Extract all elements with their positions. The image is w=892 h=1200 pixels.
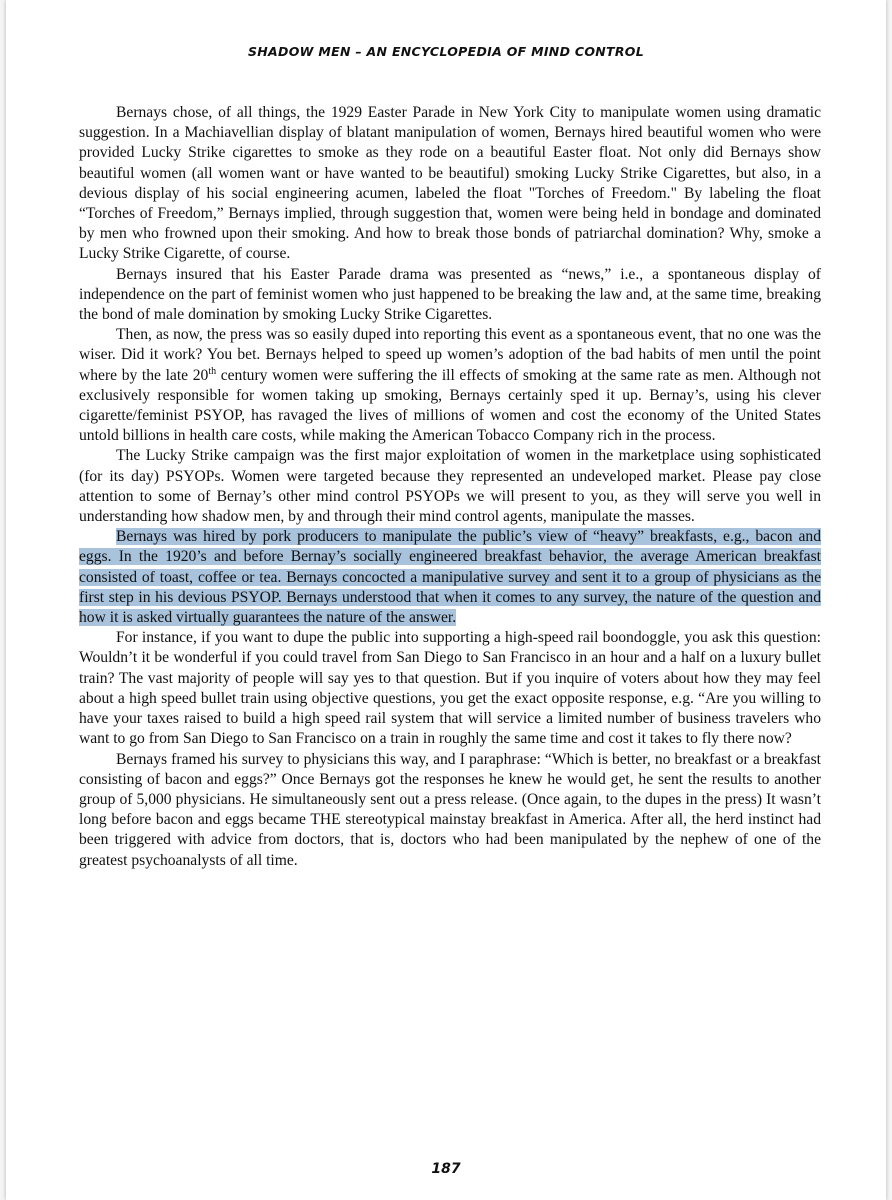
paragraph-text: For instance, if you want to dupe the public into supporting a high-speed rail boondoggle, you ask this question: Wouldn’t it be wonderful if you could travel from San Diego to San Francisco in an hour and a half on a luxury bullet train? The vast majority of people will say yes to that question. But if you inquire of voters about how they may feel about a high speed bullet train using objective questions, you get the exact opposite response, e.g. “Are you willing to have your taxes raised to build a high speed rail system that will service a limited number of business travelers who want to go from San Diego to San Francisco on a train in roughly the same time and cost it takes to fly there now? — [79, 629, 821, 748]
superscript-ordinal: th — [208, 365, 217, 377]
paragraph-text: Bernays chose, of all things, the 1929 Easter Parade in New York City to manipulate women using dramatic suggestion. In a Machiavellian display of blatant manipulation of women, Bernays hired beautiful women who were provided Lucky Strike cigarettes to smoke as they rode on a beautiful Easter float. Not only did Bernays show beautiful women (all women want or have wanted to be beautiful) smoking Lucky Strike Cigarettes, but also, in a devious display of his social engineering acumen, labeled the float "Torches of Freedom." By labeling the float “Torches of Freedom,” Bernays implied, through suggestion that, women were being held in bondage and dominated by men who frowned upon their smoking. And how to break those bonds of patriarchal domination? Why, smoke a Lucky Strike Cigarette, of course. — [79, 104, 821, 263]
paragraph-lucky-strike-campaign — [79, 446, 821, 527]
paragraph-survey-physicians — [79, 750, 821, 871]
page-number: 187 — [431, 1161, 461, 1177]
paragraph-text: Bernays insured that his Easter Parade drama was presented as “news,” i.e., a spontaneous display of independence on the part of feminist women who just happened to be breaking the law and, at the same time, breaking the bond of male domination by smoking Lucky Strike Cigarettes. — [79, 265, 821, 324]
paragraph-text: century women were suffering the ill effects of smoking at the same rate as men. Although not exclusively responsible for women taking up smoking, Bernays certainly sped it up. Bernay’s, using his clever cigarette/feminist PSYOP, has ravaged the lives of millions of women and cost the economy of the United States untold billions in health care costs, while making the American Tobacco Company rich in the process. — [79, 366, 821, 445]
paragraph-high-speed-rail — [79, 628, 821, 749]
running-header: SHADOW MEN – AN ENCYCLOPEDIA OF MIND CONTROL — [247, 44, 644, 59]
paragraph-press-duped — [79, 325, 821, 446]
paragraph-pork-producers-highlighted[interactable] — [79, 527, 821, 628]
body-text — [79, 103, 821, 871]
paragraph-text: The Lucky Strike campaign was the first major exploitation of women in the marketplace using sophisticated (for its day) PSYOPs. Women were targeted because they represented an undeveloped market. Please pay close attention to some of Bernay’s other mind control PSYOPs we will present to you, as they will serve you well in understanding how shadow men, by and through their mind control agents, manipulate the masses. — [79, 447, 821, 526]
paragraph-news-drama — [79, 265, 821, 326]
paragraph-text: Then, as now, the press was so easily duped into reporting this event as a spontaneous event, that no one was the wiser. Did it work? You bet. Bernays helped to speed up women’s adoption of the bad habits of men until the point where by the late 20 — [79, 326, 821, 384]
paragraph-text: Bernays framed his survey to physicians this way, and I paraphrase: “Which is better, no breakfast or a breakfast consisting of bacon and eggs?” Once Bernays got the responses he knew he would get, he sent the results to another group of 5,000 physicians. He simultaneously sent out a press release. (Once again, to the dupes in the press) It wasn’t long before bacon and eggs became THE stereotypical mainstay breakfast in America. After all, the herd instinct had been triggered with advice from doctors, that is, doctors who had been manipulated by the nephew of one of the greatest psychoanalysts of all time. — [79, 750, 821, 869]
highlighted-text[interactable]: Bernays was hired by pork producers to manipulate the public’s view of “heavy” breakfasts, e.g., bacon and eggs. In the 1920’s and before Bernay’s socially engineered breakfast behavior, the average American breakfast consisted of toast, coffee or tea. Bernays concocted a manipulative survey and sent it to a group of physicians as the first step in his devious PSYOP. Bernays understood that when it comes to any survey, the nature of the question and how it is asked virtually guarantees the nature of the answer. — [79, 528, 821, 627]
paragraph-easter-parade — [79, 103, 821, 265]
document-page — [6, 0, 886, 1200]
